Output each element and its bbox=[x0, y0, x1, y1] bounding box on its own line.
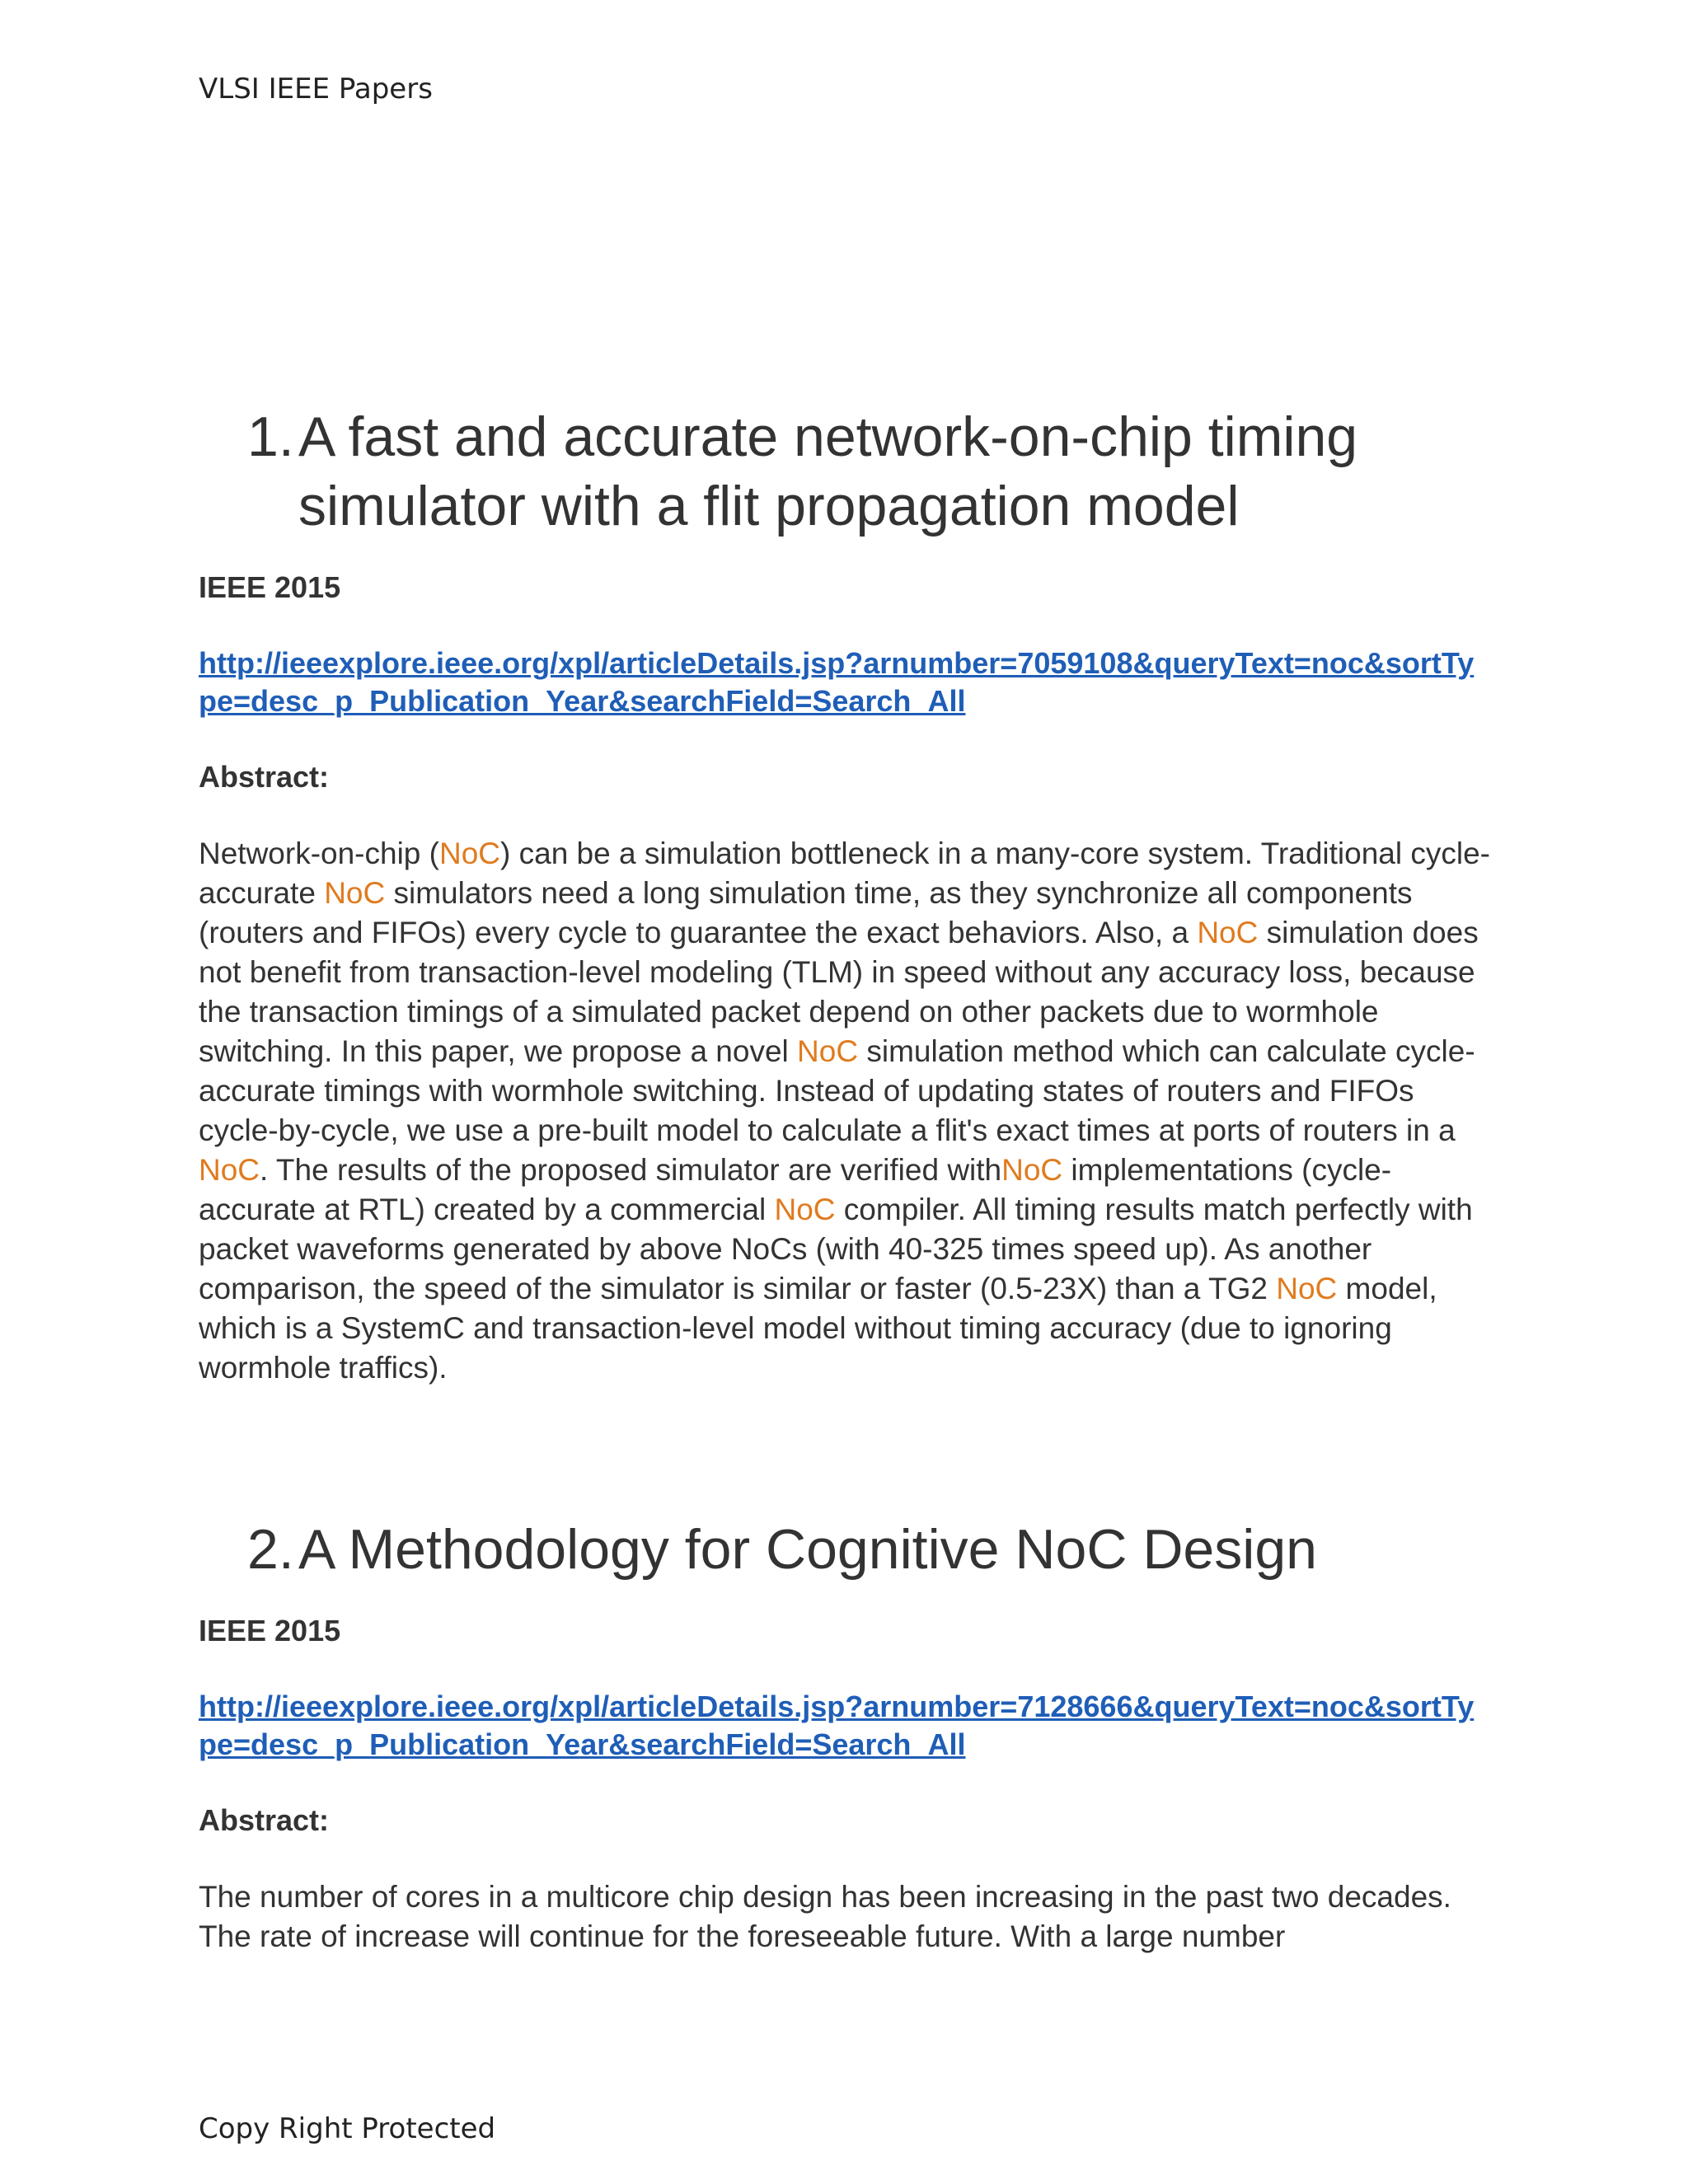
abstract-segment: simulators need a long simulation time, as they synchronize all components (routers and FIFOs) every cycle to guarantee the exact behaviors. Also, a bbox=[199, 876, 1413, 949]
noc-keyword-highlight: NoC bbox=[199, 1153, 260, 1187]
abstract-label: Abstract: bbox=[199, 760, 330, 794]
paper-link[interactable]: http://ieeexplore.ieee.org/xpl/articleDetails.jsp?arnumber=7059108&queryText=noc&sortType=desc_p_Publication_Year&searchField=Search_All bbox=[199, 646, 1475, 718]
abstract-segment: simulation method which can calculate cycle-accurate timings with wormhole switching. Instead of updating states of routers and FIFOs cycle-by-cycle, we use a pre-built model to calculate a flit's exact times at ports of routers in a bbox=[199, 1034, 1475, 1147]
paper-title bbox=[247, 402, 1501, 541]
abstract-segment: ) can be a simulation bottleneck in a many-core system. Traditional cycle-accurate bbox=[199, 837, 1490, 910]
abstract-segment: model, which is a SystemC and transaction-level model without timing accuracy (due to ignoring wormhole traffics). bbox=[199, 1272, 1437, 1385]
noc-keyword-highlight: NoC bbox=[324, 876, 386, 910]
paper-title-text: A Methodology for Cognitive NoC Design bbox=[298, 1518, 1317, 1581]
abstract-label: Abstract: bbox=[199, 1803, 330, 1837]
abstract-segment: implementations (cycle-accurate at RTL) created by a commercial bbox=[199, 1153, 1392, 1226]
paper-venue: IEEE 2015 bbox=[199, 1614, 341, 1647]
paper-venue: IEEE 2015 bbox=[199, 570, 341, 604]
noc-keyword-highlight: NoC bbox=[797, 1034, 859, 1068]
paper-number: 2. bbox=[247, 1518, 294, 1581]
noc-keyword-highlight: NoC bbox=[438, 837, 501, 870]
noc-keyword-highlight: NoC bbox=[1001, 1153, 1063, 1187]
abstract-segment: Network-on-chip ( bbox=[199, 837, 439, 870]
paper-entry-2 bbox=[199, 1515, 1501, 1957]
noc-keyword-highlight: NoC bbox=[1276, 1272, 1338, 1305]
abstract-text: The number of cores in a multicore chip design has been increasing in the past two decades. The rate of increase will continue for the foreseeable future. With a large number bbox=[199, 1880, 1451, 1953]
paper-link[interactable]: http://ieeexplore.ieee.org/xpl/articleDetails.jsp?arnumber=7128666&queryText=noc&sortType=desc_p_Publication_Year&searchField=Search_All bbox=[199, 1690, 1475, 1761]
abstract-segment: simulation does not benefit from transaction-level modeling (TLM) in speed without any accuracy loss, because the transaction timings of a simulated packet depend on other packets due to wormhole switching. In this paper, we propose a novel bbox=[199, 916, 1479, 1068]
paper-title bbox=[247, 1515, 1501, 1584]
abstract-text bbox=[199, 834, 1493, 1388]
abstract-segment: . The results of the proposed simulator are verified with bbox=[260, 1153, 1002, 1187]
noc-keyword-highlight: NoC bbox=[774, 1193, 836, 1226]
abstract-segment: compiler. All timing results match perfectly with packet waveforms generated by above NoCs (with 40-325 times speed up). As another comparison, the speed of the simulator is similar or faster (0.5-23X) than a TG2 bbox=[199, 1193, 1473, 1305]
paper-entry-1 bbox=[199, 402, 1501, 1388]
page-footer: Copy Right Protected bbox=[199, 2112, 496, 2145]
paper-number: 1. bbox=[247, 405, 294, 468]
paper-title-text: A fast and accurate network-on-chip timing simulator with a flit propagation model bbox=[298, 405, 1358, 537]
page-header: VLSI IEEE Papers bbox=[199, 73, 433, 105]
noc-keyword-highlight: NoC bbox=[1197, 916, 1259, 949]
